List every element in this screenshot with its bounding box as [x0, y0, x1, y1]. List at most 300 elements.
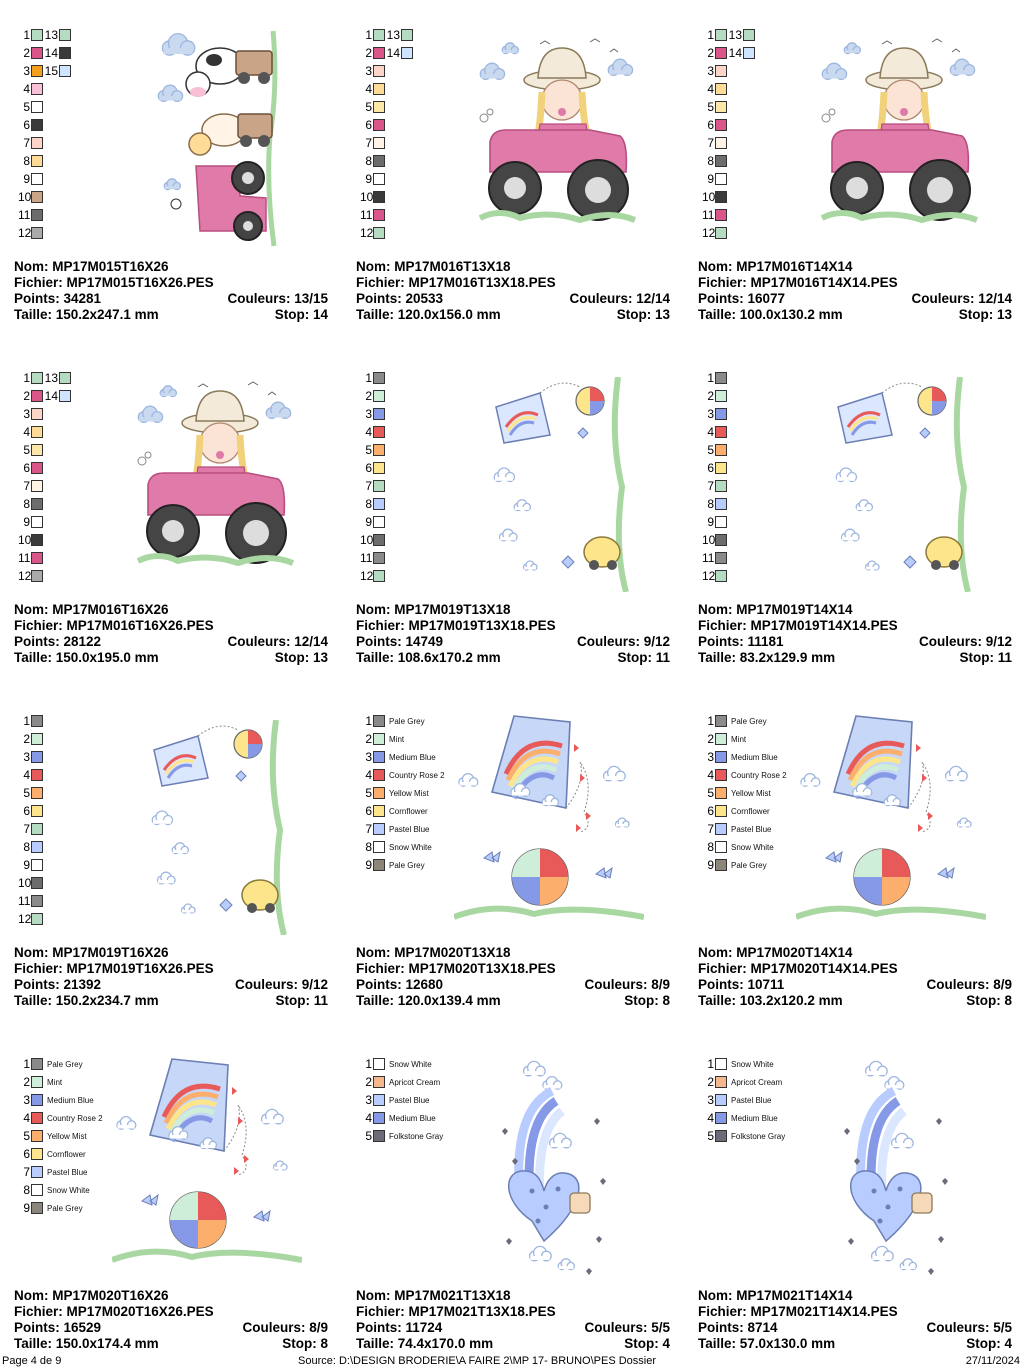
swatch-number: 11	[702, 551, 715, 565]
swatch-number: 7	[23, 479, 30, 493]
swatch-color-box	[373, 823, 385, 835]
swatch-number: 1	[365, 714, 372, 728]
swatch-color-box	[373, 805, 385, 817]
color-swatch	[702, 1109, 778, 1127]
color-swatch	[18, 838, 43, 856]
swatch-color-box	[401, 29, 413, 41]
swatch-number: 7	[23, 1165, 30, 1179]
design-name: Nom: MP17M016T16X26	[14, 602, 169, 617]
design-size: Taille: 150.2x234.7 mm	[14, 993, 159, 1008]
design-size: Taille: 103.2x120.2 mm	[698, 993, 843, 1008]
swatch-number: 10	[18, 533, 32, 547]
color-swatch	[18, 1199, 83, 1217]
swatch-number: 8	[23, 497, 30, 511]
swatch-color-box	[31, 859, 43, 871]
design-info	[698, 945, 1012, 1009]
color-swatch	[360, 549, 385, 567]
design-colors: Couleurs: 9/12	[576, 634, 670, 649]
swatch-number: 3	[23, 407, 30, 421]
color-swatch	[18, 369, 58, 387]
color-swatch	[18, 874, 43, 892]
swatch-number: 5	[707, 1129, 714, 1143]
swatch-color-box	[373, 498, 385, 510]
swatch-color-box	[715, 570, 727, 582]
swatch-color-box	[373, 408, 385, 420]
swatch-color-box	[715, 227, 727, 239]
color-swatch	[702, 170, 727, 188]
color-swatch	[18, 1073, 62, 1091]
design-file: Fichier: MP17M016T16X26.PES	[14, 618, 214, 633]
design-size: Taille: 108.6x170.2 mm	[356, 650, 501, 665]
swatch-number: 4	[365, 425, 372, 439]
swatch-color-box	[31, 65, 43, 77]
swatch-number: 5	[23, 100, 30, 114]
color-swatch	[702, 134, 727, 152]
swatch-number: 10	[18, 876, 32, 890]
color-swatch	[702, 459, 727, 477]
swatch-number: 1	[365, 371, 372, 385]
swatch-number: 5	[365, 786, 372, 800]
swatch-color-box	[59, 65, 71, 77]
swatch-number: 1	[23, 1057, 30, 1071]
swatch-number: 5	[707, 786, 714, 800]
color-swatch	[360, 820, 429, 838]
color-swatch	[360, 730, 404, 748]
color-swatch	[360, 856, 425, 874]
swatch-number: 3	[365, 750, 372, 764]
swatch-number: 9	[707, 858, 714, 872]
design-file: Fichier: MP17M016T13X18.PES	[356, 275, 556, 290]
swatch-number: 1	[23, 371, 30, 385]
swatch-number: 2	[365, 732, 372, 746]
swatch-color-box	[715, 65, 727, 77]
swatch-number: 3	[707, 1093, 714, 1107]
swatch-number: 12	[18, 569, 32, 583]
swatch-number: 13	[386, 28, 400, 42]
color-swatch	[360, 206, 385, 224]
embroidery-preview-image	[812, 32, 982, 252]
design-card	[342, 343, 684, 686]
design-stops: Stop: 11	[617, 650, 670, 665]
swatch-number: 3	[23, 1093, 30, 1107]
color-swatch	[702, 748, 778, 766]
swatch-number: 8	[365, 840, 372, 854]
color-swatch	[360, 369, 385, 387]
design-size: Taille: 74.4x170.0 mm	[356, 1336, 494, 1351]
color-swatch	[18, 531, 43, 549]
design-points: Points: 10711	[698, 977, 785, 992]
color-swatch	[18, 712, 43, 730]
swatch-number: 2	[365, 46, 372, 60]
embroidery-preview-image	[148, 26, 288, 256]
swatch-number: 2	[23, 1075, 30, 1089]
swatch-color-box	[31, 1112, 43, 1124]
swatch-color-box	[31, 209, 43, 221]
swatch-color-box	[31, 1148, 43, 1160]
color-swatch	[360, 766, 445, 784]
design-size: Taille: 150.2x247.1 mm	[14, 307, 159, 322]
swatch-number: 9	[365, 515, 372, 529]
design-stops: Stop: 4	[966, 1336, 1012, 1351]
swatch-color-box	[715, 1112, 727, 1124]
swatch-color-box	[59, 372, 71, 384]
swatch-color-box	[373, 444, 385, 456]
embroidery-preview-image	[470, 32, 640, 252]
swatch-number: 14	[44, 46, 58, 60]
swatch-color-box	[715, 47, 727, 59]
page-number: Page 4 de 9	[2, 1355, 62, 1367]
swatch-label: Pale Grey	[731, 716, 767, 726]
swatch-color-box	[373, 83, 385, 95]
color-swatch	[18, 1163, 87, 1181]
swatch-number: 13	[44, 28, 58, 42]
swatch-number: 11	[702, 208, 715, 222]
swatch-color-box	[373, 733, 385, 745]
color-swatch	[702, 1073, 782, 1091]
color-swatch	[702, 387, 727, 405]
color-swatch	[702, 206, 727, 224]
swatch-number: 7	[23, 136, 30, 150]
color-swatch	[702, 1091, 771, 1109]
design-stops: Stop: 13	[274, 650, 328, 665]
color-swatch	[360, 531, 385, 549]
swatch-color-box	[31, 29, 43, 41]
swatch-color-box	[373, 570, 385, 582]
swatch-label: Snow White	[389, 842, 432, 852]
swatch-label: Pale Grey	[47, 1203, 83, 1213]
swatch-number: 9	[23, 1201, 30, 1215]
design-stops: Stop: 11	[959, 650, 1012, 665]
swatch-number: 4	[707, 768, 714, 782]
design-card	[0, 343, 342, 686]
swatch-color-box	[373, 426, 385, 438]
design-points: Points: 16529	[14, 1320, 102, 1335]
swatch-color-box	[373, 1058, 385, 1070]
swatch-label: Apricot Cream	[731, 1077, 783, 1087]
design-info	[14, 259, 328, 323]
swatch-color-box	[373, 1076, 385, 1088]
color-swatch	[360, 152, 385, 170]
swatch-number: 4	[707, 82, 714, 96]
design-info	[14, 602, 328, 666]
swatch-color-box	[373, 1112, 385, 1124]
embroidery-preview-image	[492, 1051, 612, 1286]
color-swatch	[360, 423, 385, 441]
swatch-number: 6	[23, 118, 30, 132]
swatch-number: 6	[23, 804, 30, 818]
color-swatch	[360, 62, 385, 80]
swatch-color-box	[373, 65, 385, 77]
swatch-number: 3	[707, 750, 714, 764]
swatch-color-box	[31, 408, 43, 420]
color-swatch	[18, 152, 43, 170]
swatch-number: 3	[365, 64, 372, 78]
swatch-number: 1	[707, 28, 714, 42]
swatch-number: 9	[23, 858, 30, 872]
swatch-color-box	[715, 516, 727, 528]
swatch-number: 3	[23, 750, 30, 764]
color-swatch	[18, 1109, 103, 1127]
swatch-color-box	[715, 444, 727, 456]
design-name: Nom: MP17M016T13X18	[356, 259, 511, 274]
design-points: Points: 34281	[14, 291, 102, 306]
design-file: Fichier: MP17M019T14X14.PES	[698, 618, 898, 633]
swatch-color-box	[373, 841, 385, 853]
design-colors: Couleurs: 5/5	[584, 1320, 670, 1335]
swatch-color-box	[373, 209, 385, 221]
color-swatch	[360, 134, 385, 152]
swatch-label: Yellow Mist	[389, 788, 429, 798]
color-swatch	[360, 441, 385, 459]
swatch-color-box	[31, 83, 43, 95]
swatch-number: 7	[707, 479, 714, 493]
swatch-color-box	[31, 191, 43, 203]
design-card	[342, 686, 684, 1029]
design-colors: Couleurs: 12/14	[569, 291, 670, 306]
design-card	[0, 686, 342, 1029]
swatch-number: 4	[23, 425, 30, 439]
swatch-number: 12	[18, 226, 32, 240]
swatch-number: 13	[44, 371, 58, 385]
swatch-color-box	[743, 29, 755, 41]
design-card	[684, 686, 1024, 1029]
swatch-number: 8	[23, 154, 30, 168]
swatch-color-box	[715, 29, 727, 41]
design-points: Points: 21392	[14, 977, 102, 992]
design-points: Points: 28122	[14, 634, 102, 649]
color-swatch	[702, 838, 774, 856]
embroidery-preview-image	[112, 1055, 302, 1275]
swatch-number: 10	[18, 190, 32, 204]
design-name: Nom: MP17M019T13X18	[356, 602, 511, 617]
swatch-number: 4	[23, 1111, 30, 1125]
swatch-color-box	[373, 516, 385, 528]
swatch-number: 11	[18, 551, 31, 565]
swatch-color-box	[373, 1130, 385, 1142]
color-swatch	[702, 116, 727, 134]
swatch-number: 7	[365, 822, 372, 836]
swatch-color-box	[31, 1130, 43, 1142]
swatch-color-box	[59, 47, 71, 59]
swatch-color-box	[31, 155, 43, 167]
swatch-color-box	[373, 859, 385, 871]
swatch-color-box	[31, 1184, 43, 1196]
swatch-color-box	[31, 823, 43, 835]
swatch-label: Pastel Blue	[389, 824, 430, 834]
color-swatch	[18, 441, 43, 459]
design-points: Points: 14749	[356, 634, 444, 649]
swatch-color-box	[373, 173, 385, 185]
swatch-color-box	[715, 462, 727, 474]
swatch-number: 2	[365, 389, 372, 403]
swatch-number: 6	[707, 118, 714, 132]
swatch-number: 8	[23, 1183, 30, 1197]
design-colors: Couleurs: 8/9	[926, 977, 1012, 992]
color-swatch	[702, 730, 746, 748]
design-size: Taille: 83.2x129.9 mm	[698, 650, 836, 665]
embroidery-preview-image	[490, 377, 635, 597]
color-swatch	[360, 784, 429, 802]
swatch-color-box	[715, 408, 727, 420]
swatch-number: 15	[44, 64, 58, 78]
swatch-color-box	[373, 787, 385, 799]
swatch-number: 8	[23, 840, 30, 854]
design-name: Nom: MP17M020T16X26	[14, 1288, 169, 1303]
color-swatch	[360, 26, 400, 44]
color-swatch	[702, 802, 770, 820]
swatch-label: Folkstone Gray	[731, 1131, 786, 1141]
swatch-label: Pastel Blue	[47, 1167, 88, 1177]
design-name: Nom: MP17M020T14X14	[698, 945, 853, 960]
swatch-label: Cornflower	[731, 806, 770, 816]
swatch-color-box	[373, 372, 385, 384]
design-colors: Couleurs: 8/9	[242, 1320, 328, 1335]
swatch-color-box	[715, 191, 727, 203]
swatch-number: 6	[23, 461, 30, 475]
design-colors: Couleurs: 12/14	[911, 291, 1012, 306]
design-name: Nom: MP17M020T13X18	[356, 945, 511, 960]
swatch-color-box	[31, 769, 43, 781]
design-info	[356, 945, 670, 1009]
swatch-color-box	[715, 859, 727, 871]
design-file: Fichier: MP17M021T14X14.PES	[698, 1304, 898, 1319]
design-info	[356, 602, 670, 666]
swatch-color-box	[715, 769, 727, 781]
swatch-color-box	[373, 552, 385, 564]
swatch-number: 11	[18, 894, 31, 908]
swatch-number: 6	[23, 1147, 30, 1161]
color-swatch	[18, 477, 43, 495]
color-swatch	[360, 188, 385, 206]
swatch-color-box	[31, 805, 43, 817]
swatch-color-box	[31, 570, 43, 582]
color-swatch	[18, 405, 43, 423]
swatch-color-box	[373, 769, 385, 781]
design-file: Fichier: MP17M019T13X18.PES	[356, 618, 556, 633]
design-stops: Stop: 13	[616, 307, 670, 322]
design-size: Taille: 57.0x130.0 mm	[698, 1336, 836, 1351]
swatch-color-box	[401, 47, 413, 59]
swatch-color-box	[31, 1166, 43, 1178]
swatch-color-box	[715, 480, 727, 492]
swatch-number: 6	[707, 804, 714, 818]
swatch-color-box	[31, 426, 43, 438]
color-swatch	[360, 802, 428, 820]
swatch-number: 1	[365, 1057, 372, 1071]
swatch-label: Country Rose 2	[47, 1113, 103, 1123]
design-name: Nom: MP17M019T14X14	[698, 602, 853, 617]
swatch-color-box	[715, 751, 727, 763]
swatch-color-box	[715, 1058, 727, 1070]
color-swatch	[18, 1181, 90, 1199]
swatch-color-box	[715, 1130, 727, 1142]
color-swatch	[18, 62, 58, 80]
design-file: Fichier: MP17M015T16X26.PES	[14, 275, 214, 290]
embroidery-preview-image	[834, 1051, 954, 1286]
swatch-number: 4	[707, 1111, 714, 1125]
swatch-label: Pale Grey	[731, 860, 767, 870]
color-swatch	[360, 224, 385, 242]
swatch-color-box	[31, 534, 43, 546]
design-file: Fichier: MP17M020T13X18.PES	[356, 961, 556, 976]
design-card	[684, 343, 1024, 686]
design-card	[684, 1029, 1024, 1370]
swatch-number: 11	[18, 208, 31, 222]
design-points: Points: 11181	[698, 634, 784, 649]
swatch-number: 6	[365, 804, 372, 818]
design-size: Taille: 150.0x174.4 mm	[14, 1336, 159, 1351]
swatch-label: Pastel Blue	[731, 1095, 772, 1105]
swatch-number: 2	[23, 389, 30, 403]
print-date: 27/11/2024	[965, 1355, 1020, 1367]
design-card	[0, 0, 342, 343]
swatch-number: 1	[707, 371, 714, 385]
color-swatch	[702, 549, 727, 567]
design-file: Fichier: MP17M019T16X26.PES	[14, 961, 214, 976]
swatch-color-box	[715, 209, 727, 221]
design-name: Nom: MP17M021T13X18	[356, 1288, 511, 1303]
swatch-label: Snow White	[731, 1059, 774, 1069]
swatch-number: 10	[360, 190, 374, 204]
swatch-number: 5	[707, 100, 714, 114]
swatch-color-box	[373, 101, 385, 113]
color-swatch	[360, 495, 385, 513]
swatch-color-box	[31, 1202, 43, 1214]
swatch-color-box	[31, 462, 43, 474]
color-swatch	[360, 567, 385, 585]
swatch-label: Pale Grey	[47, 1059, 83, 1069]
design-stops: Stop: 8	[966, 993, 1012, 1008]
design-info	[698, 1288, 1012, 1352]
design-info	[698, 259, 1012, 323]
swatch-number: 8	[707, 154, 714, 168]
color-swatch	[18, 1127, 87, 1145]
swatch-color-box	[31, 1094, 43, 1106]
color-swatch	[360, 1091, 429, 1109]
swatch-color-box	[31, 137, 43, 149]
swatch-color-box	[31, 877, 43, 889]
color-swatch	[702, 423, 727, 441]
color-swatch	[702, 441, 727, 459]
color-swatch	[18, 856, 43, 874]
swatch-color-box	[715, 1094, 727, 1106]
swatch-color-box	[715, 552, 727, 564]
swatch-label: Country Rose 2	[731, 770, 787, 780]
swatch-color-box	[715, 805, 727, 817]
swatch-color-box	[373, 29, 385, 41]
embroidery-preview-image	[796, 712, 986, 932]
design-info	[698, 602, 1012, 666]
swatch-color-box	[715, 426, 727, 438]
swatch-color-box	[31, 372, 43, 384]
design-info	[14, 1288, 328, 1352]
design-stops: Stop: 8	[624, 993, 670, 1008]
color-swatch	[702, 188, 727, 206]
swatch-number: 2	[365, 1075, 372, 1089]
swatch-number: 10	[702, 190, 716, 204]
embroidery-preview-image	[128, 375, 298, 595]
swatch-color-box	[373, 462, 385, 474]
swatch-color-box	[31, 787, 43, 799]
swatch-number: 4	[365, 1111, 372, 1125]
swatch-color-box	[715, 390, 727, 402]
color-swatch	[360, 1055, 432, 1073]
swatch-label: Mint	[47, 1077, 63, 1087]
color-swatch	[18, 1055, 83, 1073]
swatch-color-box	[715, 155, 727, 167]
swatch-color-box	[373, 534, 385, 546]
design-stops: Stop: 8	[282, 1336, 328, 1351]
